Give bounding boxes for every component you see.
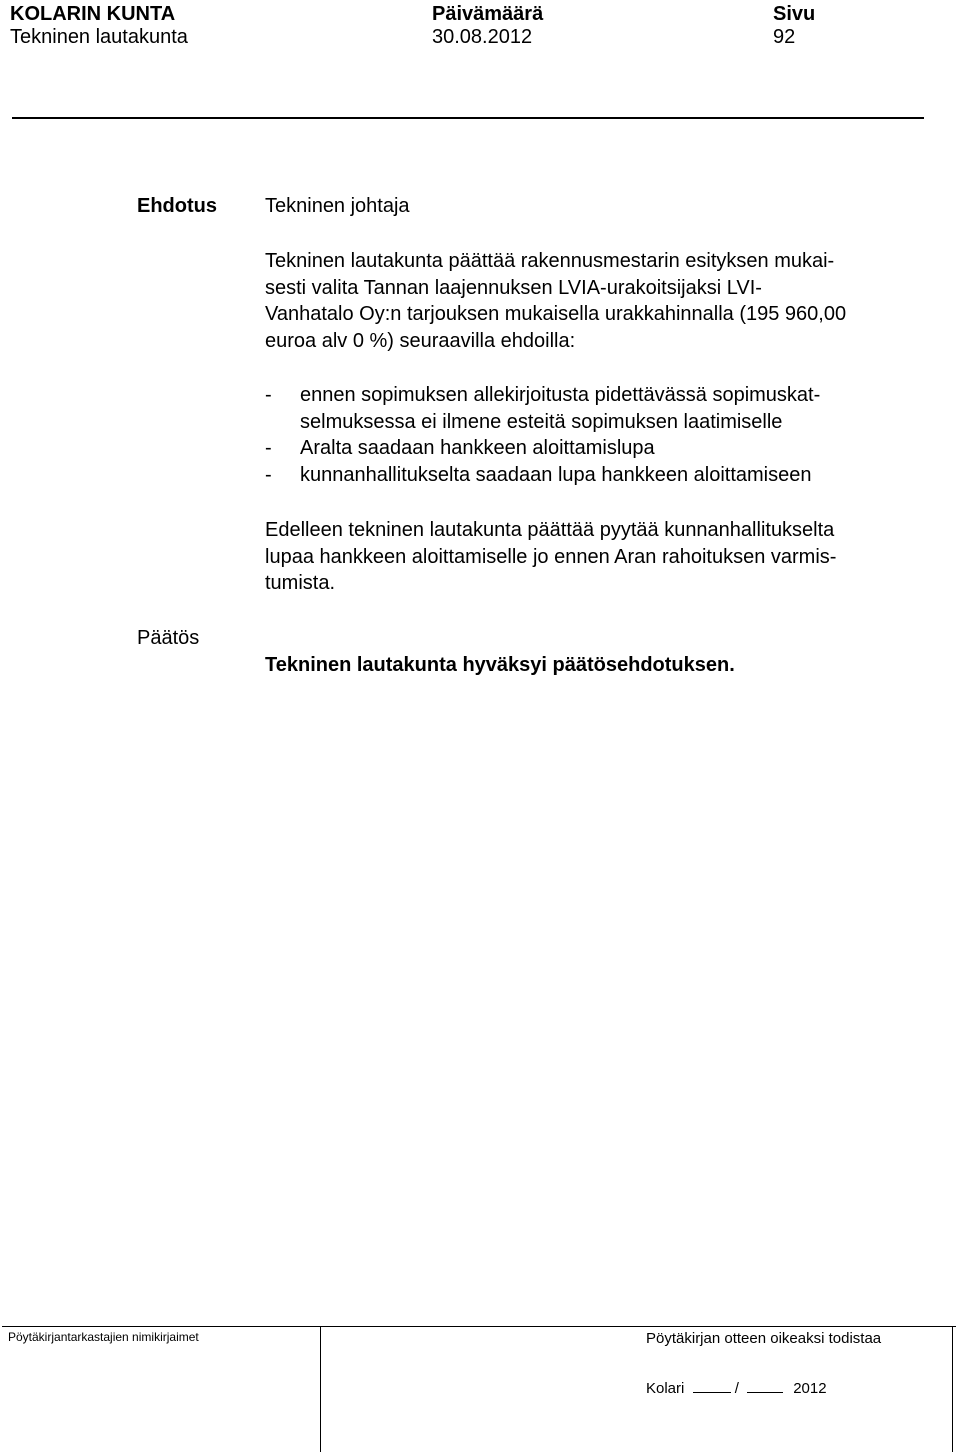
condition-text-line: kunnanhallitukselta saadaan lupa hankkeen aloittamiseen	[300, 464, 812, 486]
date-separator: /	[734, 1380, 739, 1397]
paragraph-line: lupaa hankkeen aloittamiselle jo ennen Aran rahoituksen varmis-	[265, 545, 837, 568]
proposal-author: Tekninen johtaja	[265, 195, 410, 217]
certification-label: Pöytäkirjan otteen oikeaksi todistaa	[646, 1330, 882, 1347]
municipality-name: KOLARIN KUNTA	[10, 3, 176, 25]
checkers-initials-label: Pöytäkirjantarkastajien nimikirjaimet	[8, 1330, 199, 1344]
proposal-label: Ehdotus	[137, 195, 217, 217]
bullet-dash: -	[265, 437, 272, 459]
paragraph-line: sesti valita Tannan laajennuksen LVIA-urakoitsijaksi LVI-	[265, 276, 762, 299]
paragraph-line: tumista.	[265, 572, 336, 594]
decision-text: Tekninen lautakunta hyväksyi päätösehdotuksen.	[265, 654, 735, 676]
condition-text-line: Aralta saadaan hankkeen aloittamislupa	[300, 437, 655, 459]
condition-text-line: selmuksessa ei ilmene esteitä sopimuksen laatimiselle	[300, 410, 783, 433]
footer-divider	[2, 1326, 956, 1327]
proposal-intro-paragraph	[265, 248, 945, 354]
proposal-further-paragraph	[265, 517, 945, 597]
date-label: Päivämäärä	[432, 3, 544, 25]
condition-text-line: ennen sopimuksen allekirjoitusta pidettävässä sopimuskat-	[300, 384, 821, 406]
day-blank	[693, 1378, 731, 1393]
paragraph-line: Vanhatalo Oy:n tarjouksen mukaisella urakkahinnalla (195 960,00	[265, 303, 847, 325]
footer-column-divider	[320, 1326, 321, 1452]
certification-date-line	[646, 1378, 827, 1397]
header-divider	[12, 117, 924, 119]
paragraph-line: Edelleen tekninen lautakunta päättää pyytää kunnanhallitukselta	[265, 519, 835, 541]
paragraph-line: Tekninen lautakunta päättää rakennusmestarin esityksen mukai-	[265, 250, 835, 272]
committee-name: Tekninen lautakunta	[10, 26, 188, 48]
paragraph-line: euroa alv 0 %) seuraavilla ehdoilla:	[265, 329, 576, 352]
month-blank	[747, 1378, 783, 1393]
bullet-dash: -	[265, 464, 272, 486]
footer-right-border	[952, 1326, 953, 1452]
meeting-date: 30.08.2012	[432, 26, 533, 48]
decision-label: Päätös	[137, 627, 200, 649]
page-number: 92	[773, 26, 796, 48]
bullet-dash: -	[265, 384, 272, 406]
page-label: Sivu	[773, 3, 816, 25]
certification-year: 2012	[793, 1380, 827, 1397]
certification-place: Kolari	[646, 1380, 685, 1397]
